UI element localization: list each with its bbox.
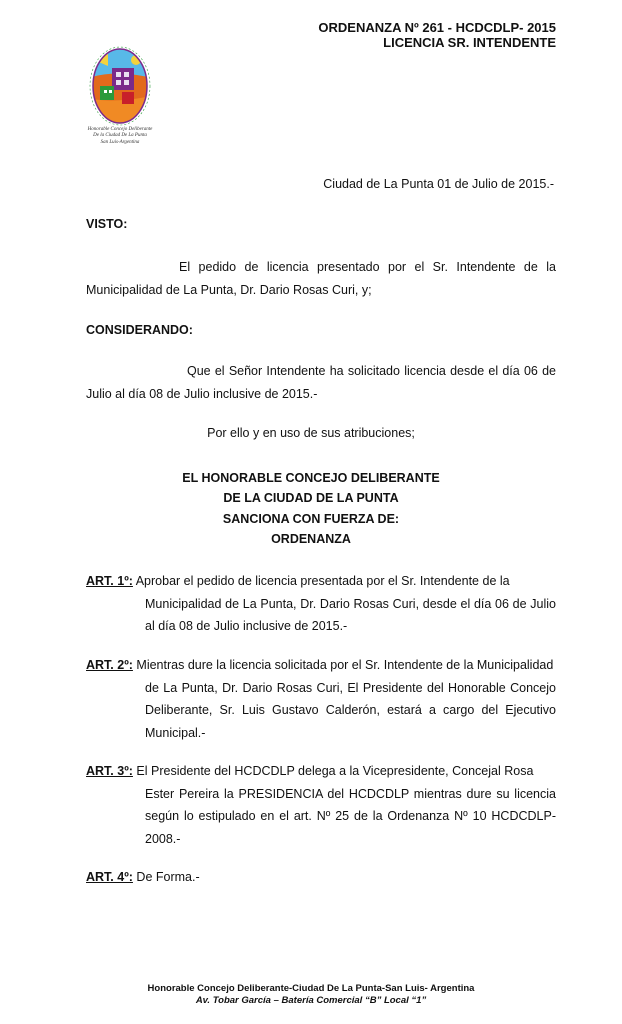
date-line: Ciudad de La Punta 01 de Julio de 2015.- (323, 177, 554, 191)
logo-caption-line: San Luis-Argentina (100, 139, 140, 145)
considerando-heading: CONSIDERANDO: (86, 323, 193, 337)
article-text: Aprobar el pedido de licencia presentada por el Sr. Intendente de la (132, 574, 510, 588)
logo-caption-line: Honorable Concejo Deliberante (87, 127, 153, 132)
logo-caption (80, 127, 160, 146)
resolution-line-4: ORDENANZA (271, 532, 351, 546)
article-label: ART. 3º: (86, 764, 133, 778)
article-4 (86, 866, 556, 889)
resolution-line-3: SANCIONA CON FUERZA DE: (222, 512, 400, 526)
considerando-text: Que el Señor Intendente ha solicitado licencia desde el día 06 de Julio al día 08 de Julio inclusive de 2015.- (86, 364, 556, 401)
council-seal-logo (80, 46, 160, 126)
visto-text: El pedido de licencia presentado por el Sr. Intendente de la Municipalidad de La Punta, Dr. Dario Rosas Curi, y; (86, 260, 556, 297)
article-label: ART. 4º: (86, 870, 133, 884)
article-3 (86, 760, 556, 850)
article-label: ART. 2º: (86, 658, 133, 672)
footer-line-1: Honorable Concejo Deliberante-Ciudad De La Punta-San Luis- Argentina (147, 983, 475, 994)
article-label: ART. 1º: (86, 574, 133, 588)
footer-line-2: Av. Tobar García – Batería Comercial “B” Local “1” (195, 995, 427, 1006)
article-text-continued: de La Punta, Dr. Dario Rosas Curi, El Presidente del Honorable Concejo Deliberante, Sr. Luis Gustavo Calderón, estará a cargo del Ejecutivo Municipal.- (145, 680, 556, 740)
document-header (318, 20, 556, 50)
resolution-line-1: EL HONORABLE CONCEJO DELIBERANTE (182, 471, 440, 485)
article-text-continued: Ester Pereira la PRESIDENCIA del HCDCDLP mientras dure su licencia según lo estipulado en el art. Nº 25 de la Ordenanza Nº 10 HCDCDLP-2008.- (145, 786, 556, 846)
logo-caption-line: De la Ciudad De La Punta (93, 133, 147, 139)
resolution-line-2: DE LA CIUDAD DE LA PUNTA (223, 491, 399, 505)
ordinance-number: ORDENANZA Nº 261 - HCDCDLP- 2015 (318, 20, 556, 35)
article-2 (86, 654, 556, 744)
document-footer (0, 983, 622, 1007)
article-text: El Presidente del HCDCDLP delega a la Vicepresidente, Concejal Rosa (132, 764, 534, 778)
article-text: De Forma.- (132, 870, 200, 884)
ordinance-subject: LICENCIA SR. INTENDENTE (383, 35, 556, 50)
article-text-continued: Municipalidad de La Punta, Dr. Dario Rosas Curi, desde el día 06 de Julio al día 08 de Julio inclusive de 2015.- (145, 596, 556, 633)
considerando-closing: Por ello y en uso de sus atribuciones; (207, 426, 415, 440)
article-1 (86, 570, 556, 638)
article-text: Mientras dure la licencia solicitada por el Sr. Intendente de la Municipalidad (132, 658, 554, 672)
visto-heading: VISTO: (86, 217, 128, 231)
